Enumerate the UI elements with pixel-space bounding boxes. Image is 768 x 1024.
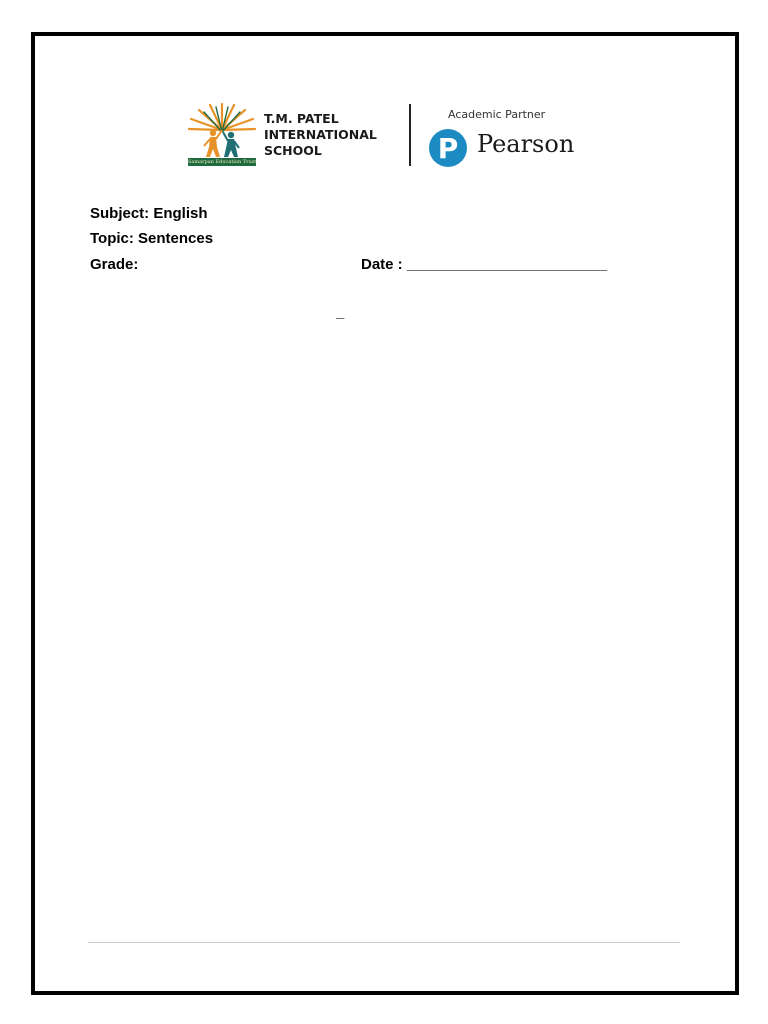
school-name: [264, 111, 377, 159]
subject-line: Subject: English: [90, 205, 208, 222]
pearson-logo-letter: P: [437, 132, 459, 165]
pearson-logo-icon: [428, 128, 468, 168]
topic-line: Topic: Sentences: [90, 230, 214, 247]
header-divider: [409, 104, 411, 166]
document-header: [186, 100, 586, 170]
school-logo-caption: Samarpan Education Trust: [188, 159, 256, 165]
stray-mark: _: [336, 304, 345, 321]
school-name-line-1: T.M. PATEL: [264, 111, 339, 126]
footer-rule: [88, 942, 680, 943]
date-line: Date : ________________________: [361, 256, 608, 273]
page-border: [31, 32, 739, 995]
partner-label: Academic Partner: [448, 108, 546, 121]
grade-line: Grade:: [90, 256, 139, 273]
school-name-line-3: SCHOOL: [264, 143, 322, 158]
school-name-line-2: INTERNATIONAL: [264, 127, 377, 142]
partner-name: Pearson: [477, 130, 575, 158]
